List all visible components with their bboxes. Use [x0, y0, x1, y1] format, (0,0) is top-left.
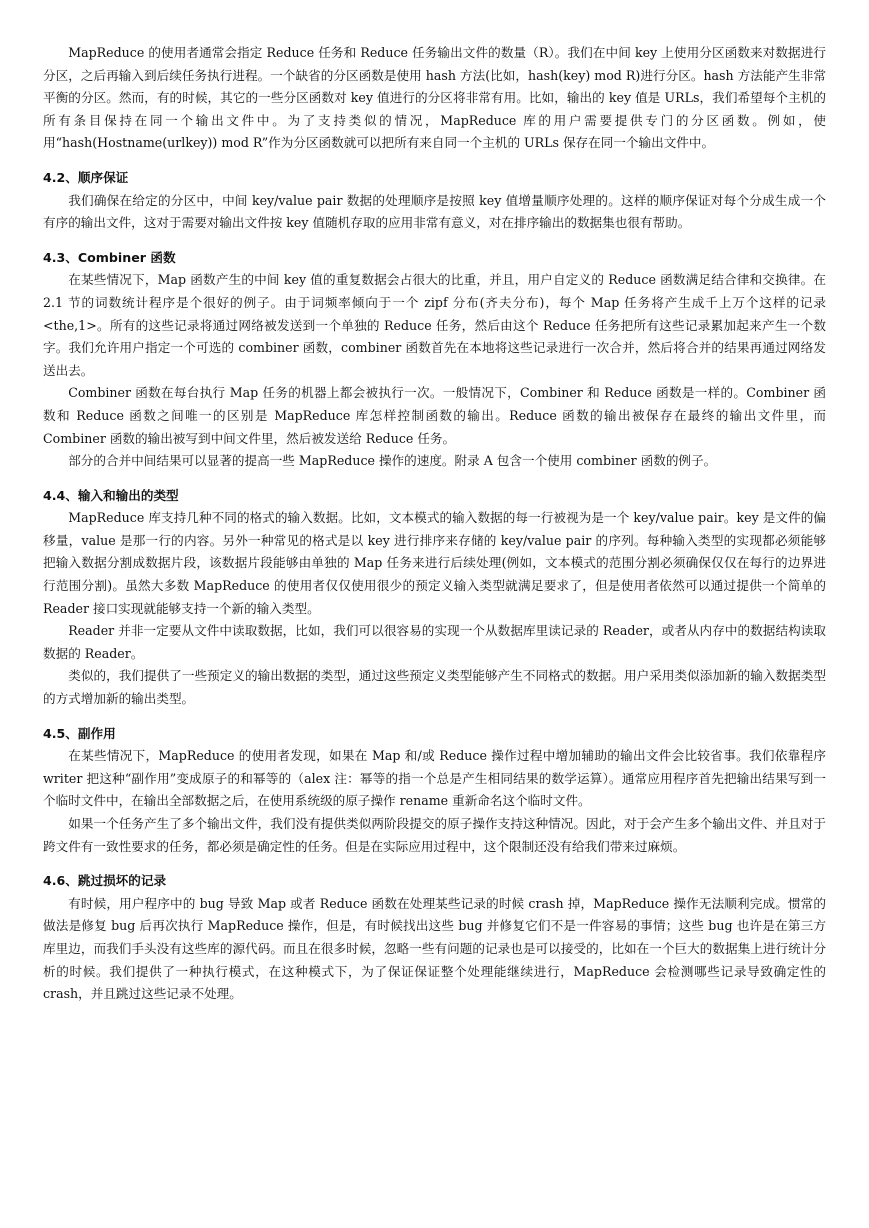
section-paragraph: 如果一个任务产生了多个输出文件，我们没有提供类似两阶段提交的原子操作支持这种情况。因此，对于会产生多个输出文件、并且对于跨文件有一致性要求的任务，都必须是确定性的任务。但是在实际应用过程中，这个限制还没有给我们带来过麻烦。 — [43, 816, 826, 854]
section-paragraph: Reader 并非一定要从文件中读取数据，比如，我们可以很容易的实现一个从数据库里读记录的 Reader，或者从内存中的数据结构读取数据的 Reader。 — [43, 623, 826, 661]
section-side-effects — [43, 723, 826, 859]
section-paragraph: 在某些情况下，Map 函数产生的中间 key 值的重复数据会占很大的比重，并且，用户自定义的 Reduce 函数满足结合律和交换律。在 2.1 节的词数统计程序是个很好的例子。由于词频率倾向于一个 zipf 分布(齐夫分布)，每个 Map 任务将产生成千上万个这样的记录<the,1>。所有的这些记录将通过网络被发送到一个单独的 Reduce 任务，然后由这个 Reduce 任务把所有这些记录累加起来产生一个数字。我们允许用户指定一个可选的 combiner 函数，combiner 函数首先在本地将这些记录进行一次合并，然后将合并的结果再通过网络发送出去。 — [43, 272, 826, 378]
section-paragraph: Combiner 函数在每台执行 Map 任务的机器上都会被执行一次。一般情况下，Combiner 和 Reduce 函数是一样的。Combiner 函数和 Reduce 函数之间唯一的区别是 MapReduce 库怎样控制函数的输出。Reduce 函数的输出被保存在最终的输出文件里，而 Combiner 函数的输出被写到中间文件里，然后被发送给 Reduce 任务。 — [43, 385, 826, 446]
section-paragraph: MapReduce 库支持几种不同的格式的输入数据。比如，文本模式的输入数据的每一行被视为是一个 key/value pair。key 是文件的偏移量，value 是那一行的内容。另外一种常见的格式是以 key 进行排序来存储的 key/value pair 的序列。每种输入类型的实现都必须能够把输入数据分割成数据片段，该数据片段能够由单独的 Map 任务来进行后续处理(例如，文本模式的范围分割必须确保仅仅在每行的边界进行范围分割)。虽然大多数 MapReduce 的使用者仅仅使用很少的预定义输入类型就满足要求了，但是使用者依然可以通过提供一个简单的 Reader 接口实现就能够支持一个新的输入类型。 — [43, 510, 826, 616]
section-heading: 4.3、Combiner 函数 — [43, 249, 176, 265]
section-heading: 4.5、副作用 — [43, 725, 116, 741]
section-heading: 4.4、输入和输出的类型 — [43, 487, 179, 503]
intro-paragraph: MapReduce 的使用者通常会指定 Reduce 任务和 Reduce 任务输出文件的数量（R）。我们在中间 key 上使用分区函数来对数据进行分区，之后再输入到后续任务执行进程。一个缺省的分区函数是使用 hash 方法(比如，hash(key) mod R)进行分区。hash 方法能产生非常平衡的分区。然而，有的时候，其它的一些分区函数对 key 值进行的分区将非常有用。比如，输出的 key 值是 URLs，我们希望每个主机的所有条目保持在同一个输出文件中。为了支持类似的情况，MapReduce 库的用户需要提供专门的分区函数。例如，使用“hash(Hostname(urlkey)) mod R”作为分区函数就可以把所有来自同一个主机的 URLs 保存在同一个输出文件中。 — [43, 45, 826, 151]
section-combiner-function — [43, 247, 826, 473]
section-paragraph: 类似的，我们提供了一些预定义的输出数据的类型，通过这些预定义类型能够产生不同格式的数据。用户采用类似添加新的输入数据类型的方式增加新的输出类型。 — [43, 668, 826, 707]
section-heading: 4.6、跳过损坏的记录 — [43, 873, 167, 889]
section-paragraph: 有时候，用户程序中的 bug 导致 Map 或者 Reduce 函数在处理某些记录的时候 crash 掉，MapReduce 操作无法顺利完成。惯常的做法是修复 bug 后再次执行 MapReduce 操作，但是，有时候找出这些 bug 并修复它们不是一件容易的事情；这些 bug 也许是在第三方库里边，而我们手头没有这些库的源代码。而且在很多时候，忽略一些有问题的记录也是可以接受的，比如在一个巨大的数据集上进行统计分析的时候。我们提供了一种执行模式，在这种模式下，为了保证保证整个处理能继续进行，MapReduce 会检测哪些记录导致确定性的 crash，并且跳过这些记录不处理。 — [43, 895, 826, 1002]
section-paragraph: 在某些情况下，MapReduce 的使用者发现，如果在 Map 和/或 Reduce 操作过程中增加辅助的输出文件会比较省事。我们依靠程序 writer 把这种“副作用”变成原子的和幂等的（alex 注：幂等的指一个总是产生相同结果的数学运算）。通常应用程序首先把输出结果写到一个临时文件中，在输出全部数据之后，在使用系统级的原子操作 rename 重新命名这个临时文件。 — [43, 748, 826, 809]
section-heading: 4.2、顺序保证 — [43, 169, 129, 185]
section-skipping-bad-records — [43, 870, 826, 1006]
section-input-output-types — [43, 485, 826, 711]
section-paragraph: 我们确保在给定的分区中，中间 key/value pair 数据的处理顺序是按照 key 值增量顺序处理的。这样的顺序保证对每个分成生成一个有序的输出文件，这对于需要对输出文件按 key 值随机存取的应用非常有意义，对在排序输出的数据集也很有帮助。 — [43, 192, 826, 231]
section-ordering-guarantee — [43, 167, 826, 235]
section-paragraph: 部分的合并中间结果可以显著的提高一些 MapReduce 操作的速度。附录 A 包含一个使用 combiner 函数的例子。 — [68, 453, 717, 469]
intro-section — [43, 42, 826, 155]
